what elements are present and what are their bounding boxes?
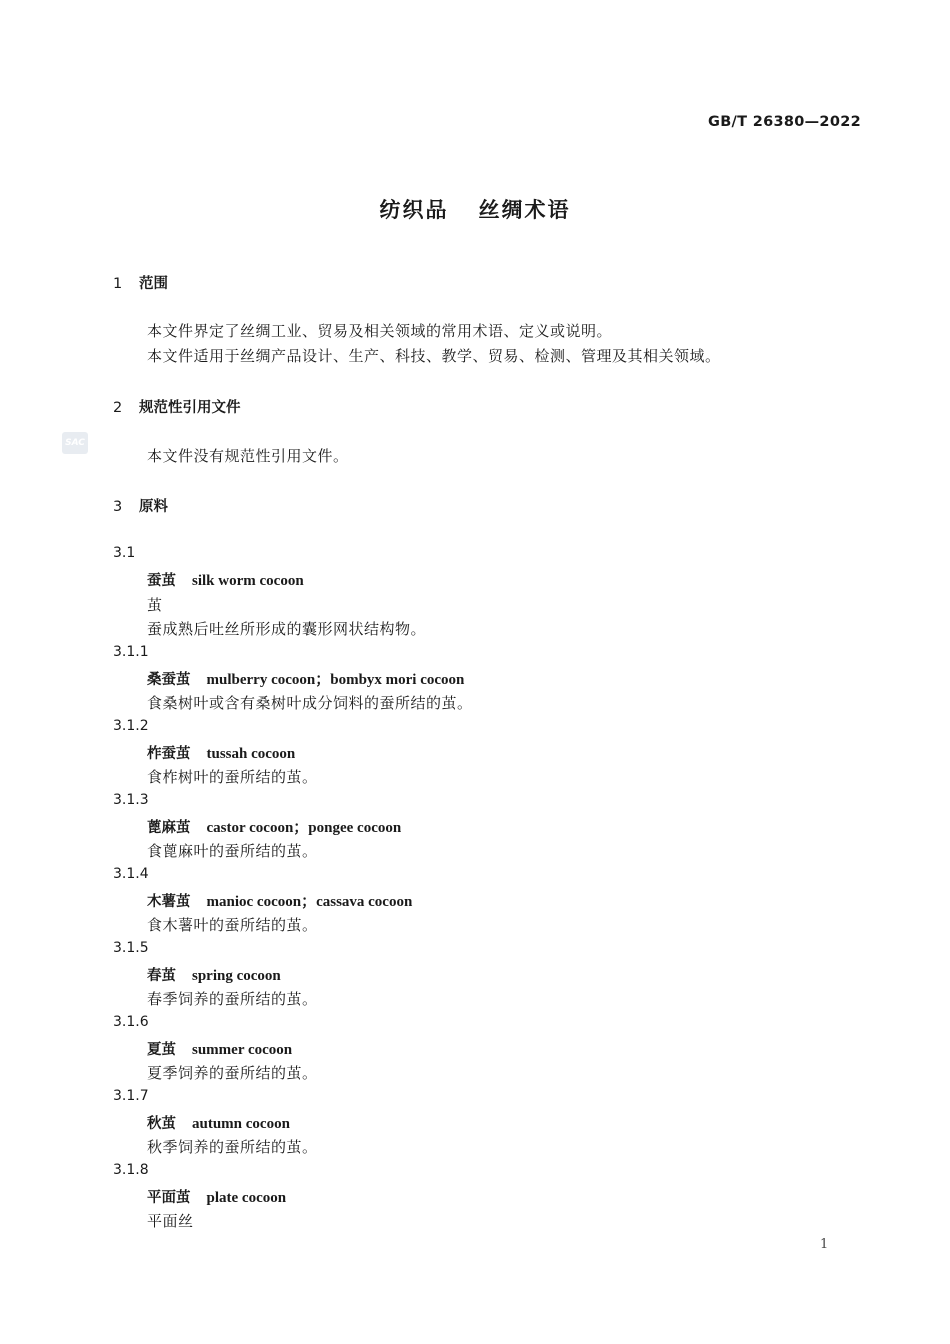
term-chinese: 平面茧 xyxy=(147,1190,191,1206)
term-heading xyxy=(147,668,464,689)
section-number: 1 xyxy=(113,276,123,292)
term-number: 3.1.4 xyxy=(113,866,149,882)
term-english: tussah cocoon xyxy=(206,746,296,762)
term-chinese: 蓖麻茧 xyxy=(147,820,191,836)
term-synonym: 平面丝 xyxy=(147,1212,194,1230)
term-chinese: 柞蚕茧 xyxy=(147,746,191,762)
section-title: 规范性引用文件 xyxy=(139,400,241,416)
section-title: 原料 xyxy=(139,499,168,515)
term-english: plate cocoon xyxy=(206,1190,287,1206)
term-definition: 食柞树叶的蚕所结的茧。 xyxy=(147,768,318,786)
term-definition: 蚕成熟后吐丝所形成的囊形网状结构物。 xyxy=(147,620,427,638)
term-number: 3.1 xyxy=(113,545,136,561)
term-definition: 食桑树叶或含有桑树叶成分饲料的蚕所结的茧。 xyxy=(147,694,473,712)
term-chinese: 蚕茧 xyxy=(147,573,176,589)
term-definition: 春季饲养的蚕所结的茧。 xyxy=(147,990,318,1008)
term-definition: 食蓖麻叶的蚕所结的茧。 xyxy=(147,842,318,860)
section-heading-scope xyxy=(113,272,168,293)
term-heading xyxy=(147,816,401,837)
page-number: 1 xyxy=(820,1237,829,1252)
section-number: 3 xyxy=(113,499,123,515)
document-title xyxy=(0,194,950,224)
term-heading xyxy=(147,569,304,590)
term-english: castor cocoon；pongee cocoon xyxy=(206,820,402,836)
term-heading xyxy=(147,964,281,985)
term-number: 3.1.8 xyxy=(113,1162,149,1178)
term-english: silk worm cocoon xyxy=(192,573,304,589)
term-number: 3.1.7 xyxy=(113,1088,149,1104)
standard-number: GB/T 26380—2022 xyxy=(708,114,861,130)
term-chinese: 秋茧 xyxy=(147,1116,176,1132)
section-title: 范围 xyxy=(139,276,168,292)
normative-paragraph: 本文件没有规范性引用文件。 xyxy=(147,447,349,465)
section-heading-raw-materials xyxy=(113,495,168,516)
term-chinese: 木薯茧 xyxy=(147,894,191,910)
term-english: summer cocoon xyxy=(192,1042,293,1058)
term-number: 3.1.2 xyxy=(113,718,149,734)
scope-paragraph-1: 本文件界定了丝绸工业、贸易及相关领域的常用术语、定义或说明。 xyxy=(147,322,613,340)
term-chinese: 春茧 xyxy=(147,968,176,984)
term-english: autumn cocoon xyxy=(192,1116,290,1132)
term-number: 3.1.1 xyxy=(113,644,149,660)
sac-watermark-logo: SAC xyxy=(62,432,88,454)
term-definition: 夏季饲养的蚕所结的茧。 xyxy=(147,1064,318,1082)
term-heading xyxy=(147,890,412,911)
term-heading xyxy=(147,1186,286,1207)
term-english: mulberry cocoon；bombyx mori cocoon xyxy=(206,672,465,688)
term-number: 3.1.6 xyxy=(113,1014,149,1030)
title-part2: 丝绸术语 xyxy=(478,198,571,222)
term-number: 3.1.5 xyxy=(113,940,149,956)
term-english: spring cocoon xyxy=(192,968,281,984)
section-number: 2 xyxy=(113,400,123,416)
section-heading-normative xyxy=(113,396,241,417)
term-heading xyxy=(147,1038,292,1059)
term-heading xyxy=(147,1112,290,1133)
term-synonym: 茧 xyxy=(147,596,163,614)
term-chinese: 夏茧 xyxy=(147,1042,176,1058)
term-number: 3.1.3 xyxy=(113,792,149,808)
term-english: manioc cocoon；cassava cocoon xyxy=(206,894,413,910)
term-heading xyxy=(147,742,295,763)
term-definition: 食木薯叶的蚕所结的茧。 xyxy=(147,916,318,934)
title-part1: 纺织品 xyxy=(379,198,449,222)
term-definition: 秋季饲养的蚕所结的茧。 xyxy=(147,1138,318,1156)
scope-paragraph-2: 本文件适用于丝绸产品设计、生产、科技、教学、贸易、检测、管理及其相关领域。 xyxy=(147,347,721,365)
term-chinese: 桑蚕茧 xyxy=(147,672,191,688)
